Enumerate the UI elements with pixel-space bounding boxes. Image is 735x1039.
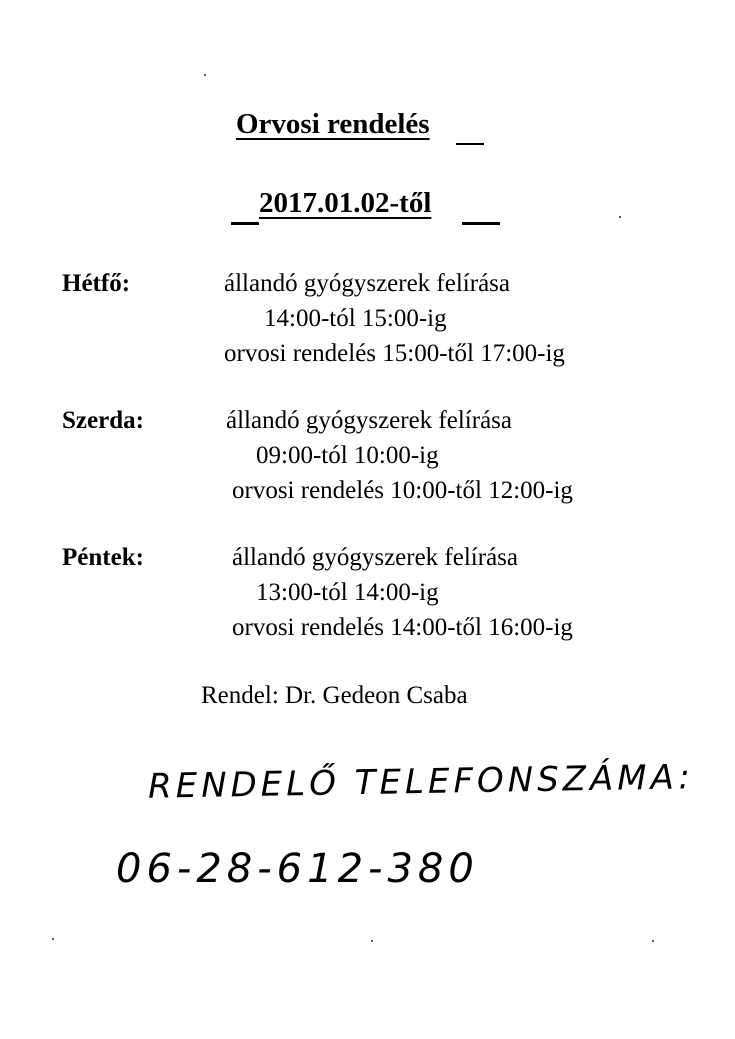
monday-consultation: orvosi rendelés 15:00-től 17:00-ig bbox=[224, 340, 565, 367]
day-label-friday: Péntek: bbox=[62, 544, 144, 571]
monday-prescription-time: 14:00-tól 15:00-ig bbox=[264, 305, 447, 332]
wednesday-prescription-label: állandó gyógyszerek felírása bbox=[226, 407, 512, 434]
page-title: Orvosi rendelés bbox=[236, 108, 430, 140]
scan-speck bbox=[652, 940, 654, 942]
handwritten-phone-label: RENDELŐ TELEFONSZÁMA: bbox=[147, 757, 695, 807]
day-label-wednesday: Szerda: bbox=[62, 407, 144, 434]
wednesday-consultation: orvosi rendelés 10:00-től 12:00-ig bbox=[232, 477, 573, 504]
scan-speck bbox=[619, 216, 621, 218]
day-label-monday: Hétfő: bbox=[62, 270, 131, 297]
friday-prescription-label: állandó gyógyszerek felírása bbox=[232, 544, 518, 571]
doctor-name: Rendel: Dr. Gedeon Csaba bbox=[201, 682, 468, 709]
handwritten-phone-number: 06-28-612-380 bbox=[116, 846, 479, 892]
monday-prescription-label: állandó gyógyszerek felírása bbox=[224, 270, 510, 297]
scan-speck bbox=[371, 940, 373, 942]
valid-from-date: 2017.01.02-től bbox=[259, 187, 432, 219]
title-underline-extension bbox=[456, 143, 484, 145]
wednesday-prescription-time: 09:00-tól 10:00-ig bbox=[256, 442, 439, 469]
date-underline-right bbox=[462, 222, 500, 225]
date-underline-left bbox=[231, 222, 259, 225]
friday-prescription-time: 13:00-tól 14:00-ig bbox=[256, 579, 439, 606]
scan-speck bbox=[204, 74, 206, 76]
scan-speck bbox=[52, 938, 54, 940]
friday-consultation: orvosi rendelés 14:00-től 16:00-ig bbox=[232, 614, 573, 641]
